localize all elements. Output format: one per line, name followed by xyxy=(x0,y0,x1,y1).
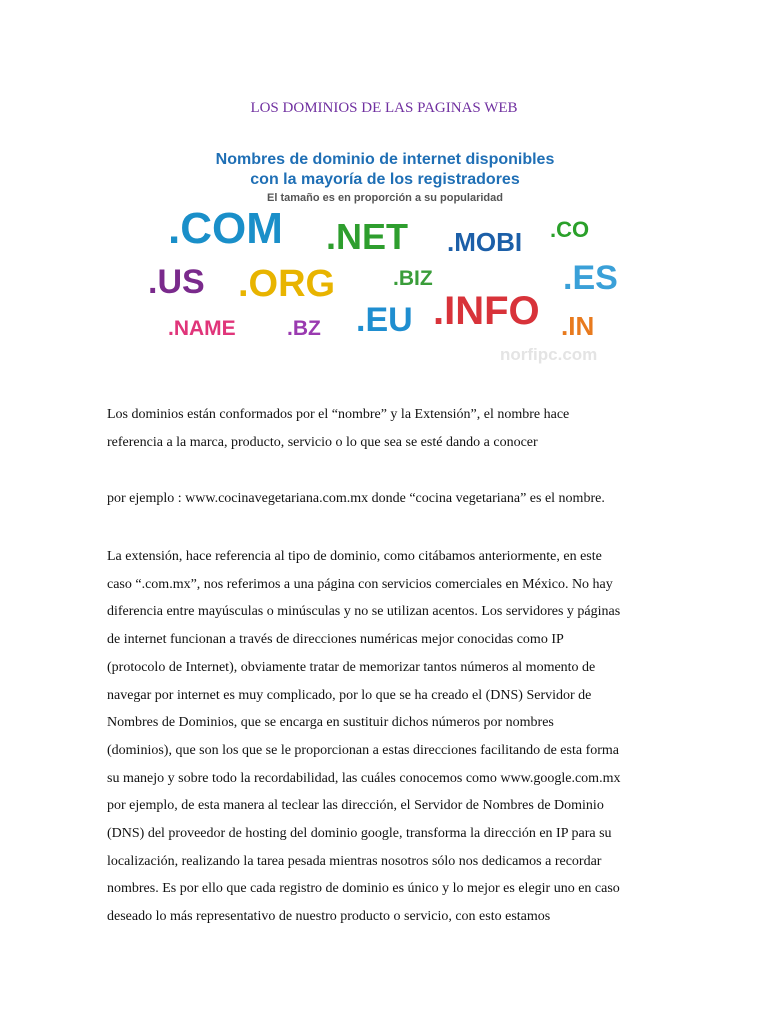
text-line: su manejo y sobre todo la recordabilidad, las cuáles conocemos como www.google.com.mx xyxy=(107,770,621,786)
tld-com: .COM xyxy=(168,204,283,253)
tld-mobi: .MOBI xyxy=(447,227,523,257)
tld-org: .ORG xyxy=(238,263,336,305)
tld-name: .NAME xyxy=(168,317,236,340)
tld-eu: .EU xyxy=(356,301,413,339)
paragraph-example xyxy=(107,485,667,513)
paragraph-extension xyxy=(107,543,667,931)
text-line: por ejemplo : www.cocinavegetariana.com.mx donde “cocina vegetariana” es el nombre. xyxy=(107,491,605,506)
paragraph-domains-definition xyxy=(107,401,667,456)
tld-in: .IN xyxy=(561,311,595,341)
text-line: caso “.com.mx”, nos referimos a una página con servicios comerciales en México. No hay xyxy=(107,576,613,592)
text-line: (dominios), que son los que se le proporcionan a estas direcciones facilitando de esta forma xyxy=(107,742,620,758)
text-line: navegar por internet es muy complicado, por lo que se ha creado el (DNS) Servidor de xyxy=(107,687,592,703)
text-line: de internet funcionan a través de direcciones numéricas mejor conocidas como IP xyxy=(107,632,564,648)
figure-subheading: El tamaño es en proporción a su popularidad xyxy=(267,192,503,204)
text-line: Nombres de Dominios, que se encarga en sustituir dichos números por nombres xyxy=(107,715,554,731)
tld-co: .CO xyxy=(550,217,590,242)
text-line: nombres. Es por ello que cada registro de dominio es único y lo mejor es elegir uno en caso xyxy=(107,881,620,897)
figure-heading-line2: con la mayoría de los registradores xyxy=(250,171,520,188)
text-line: localización, realizando la tarea pesada mientras nosotros sólo nos dedicamos a recordar xyxy=(107,853,602,869)
tld-us: .US xyxy=(148,263,205,301)
tld-es: .ES xyxy=(563,259,618,297)
text-line: La extensión, hace referencia al tipo de dominio, como citábamos anteriormente, en este xyxy=(107,549,602,564)
text-line: (DNS) del proveedor de hosting del dominio google, transforma la dirección en IP para su xyxy=(107,826,612,842)
text-line: diferencia entre mayúsculas o minúsculas y no se utilizan acentos. Los servidores y páginas xyxy=(107,604,621,620)
tld-info: .INFO xyxy=(433,289,540,333)
text-line: deseado lo más representativo de nuestro producto o servicio, con esto estamos xyxy=(107,909,551,925)
text-line: Los dominios están conformados por el “nombre” y la Extensión”, el nombre hace xyxy=(107,407,570,422)
tld-net: .NET xyxy=(326,216,409,257)
figure-watermark: norfipc.com xyxy=(500,345,598,364)
text-line: (protocolo de Internet), obviamente tratar de memorizar tantos números al momento de xyxy=(107,659,596,675)
text-line: por ejemplo, de esta manera al teclear las dirección, el Servidor de Nombres de Dominio xyxy=(107,798,604,814)
tld-biz: .BIZ xyxy=(393,267,433,290)
tld-bz: .BZ xyxy=(287,317,321,340)
text-line: referencia a la marca, producto, servicio o lo que sea se esté dando a conocer xyxy=(107,434,538,450)
figure-heading-line1: Nombres de dominio de internet disponibles xyxy=(215,151,555,168)
domain-names-figure xyxy=(140,145,630,370)
page-title: LOS DOMINIOS DE LAS PAGINAS WEB xyxy=(250,100,518,116)
